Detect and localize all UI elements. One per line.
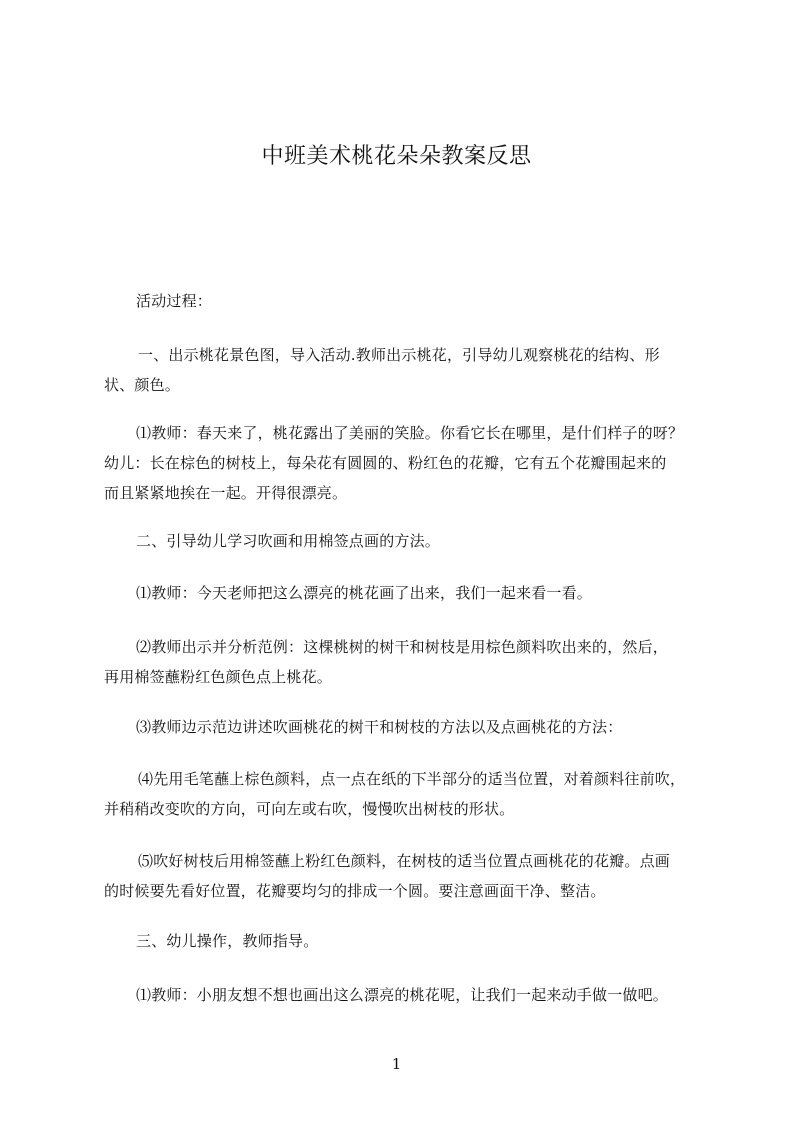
page-number: 1 bbox=[391, 1055, 402, 1073]
paragraph-step-2-4 bbox=[104, 764, 724, 824]
paragraph-step-2-3 bbox=[104, 712, 724, 742]
text-line: 并稍稍改变吹的方向，可向左或右吹，慢慢吹出树枝的形状。 bbox=[104, 800, 515, 818]
text-line: ⑵教师出示并分析范例：这棵桃树的树干和树枝是用棕色颜料吹出来的，然后， bbox=[136, 638, 669, 656]
paragraph-step-2-2 bbox=[104, 632, 724, 692]
paragraph-step-2-5 bbox=[104, 846, 724, 906]
text-line: 幼儿：长在棕色的树枝上，每朵花有圆圆的、粉红色的花瓣，它有五个花瓣围起来的 bbox=[104, 454, 667, 472]
text-line: ⑸吹好树枝后用棉签蘸上粉红色颜料，在树枝的适当位置点画桃花的花瓣。点画 bbox=[138, 852, 671, 870]
document-title: 中班美术桃花朵朵教案反思 bbox=[261, 144, 532, 169]
text-line: 二、引导幼儿学习吹画和用棉签点画的方法。 bbox=[136, 532, 441, 550]
paragraph-step-2-1 bbox=[104, 578, 724, 608]
text-line: ⑷先用毛笔蘸上棕色颜料，点一点在纸的下半部分的适当位置，对着颜料往前吹， bbox=[138, 770, 686, 788]
text-line: 的时候要先看好位置，花瓣要均匀的排成一个圆。要注意画面干净、整洁。 bbox=[104, 882, 606, 900]
paragraph-step-3-1 bbox=[104, 980, 724, 1010]
text-line: 再用棉签蘸粉红色颜色点上桃花。 bbox=[104, 668, 333, 686]
paragraph-activity-process bbox=[136, 286, 756, 316]
text-line: 活动过程： bbox=[136, 292, 213, 310]
text-line: ⑴教师：今天老师把这么漂亮的桃花画了出来，我们一起来看一看。 bbox=[136, 584, 593, 602]
paragraph-section-1 bbox=[104, 340, 724, 400]
text-line: 而且紧紧地挨在一起。开得很漂亮。 bbox=[104, 484, 348, 502]
text-line: 三、幼儿操作，教师指导。 bbox=[136, 932, 319, 950]
text-line: 状、颜色。 bbox=[104, 376, 181, 394]
text-line: ⑴教师：春天来了，桃花露出了美丽的笑脸。你看它长在哪里，是什们样子的呀？ bbox=[136, 424, 684, 442]
text-line: ⑶教师边示范边讲述吹画桃花的树干和树枝的方法以及点画桃花的方法： bbox=[136, 718, 623, 736]
paragraph-section-2 bbox=[136, 526, 756, 556]
text-line: ⑴教师：小朋友想不想也画出这么漂亮的桃花呢，让我们一起来动手做一做吧。 bbox=[136, 986, 669, 1004]
text-line: 一、出示桃花景色图，导入活动.教师出示桃花，引导幼儿观察桃花的结构、形 bbox=[138, 346, 660, 364]
paragraph-step-1-1 bbox=[104, 418, 724, 508]
paragraph-section-3 bbox=[136, 926, 756, 956]
